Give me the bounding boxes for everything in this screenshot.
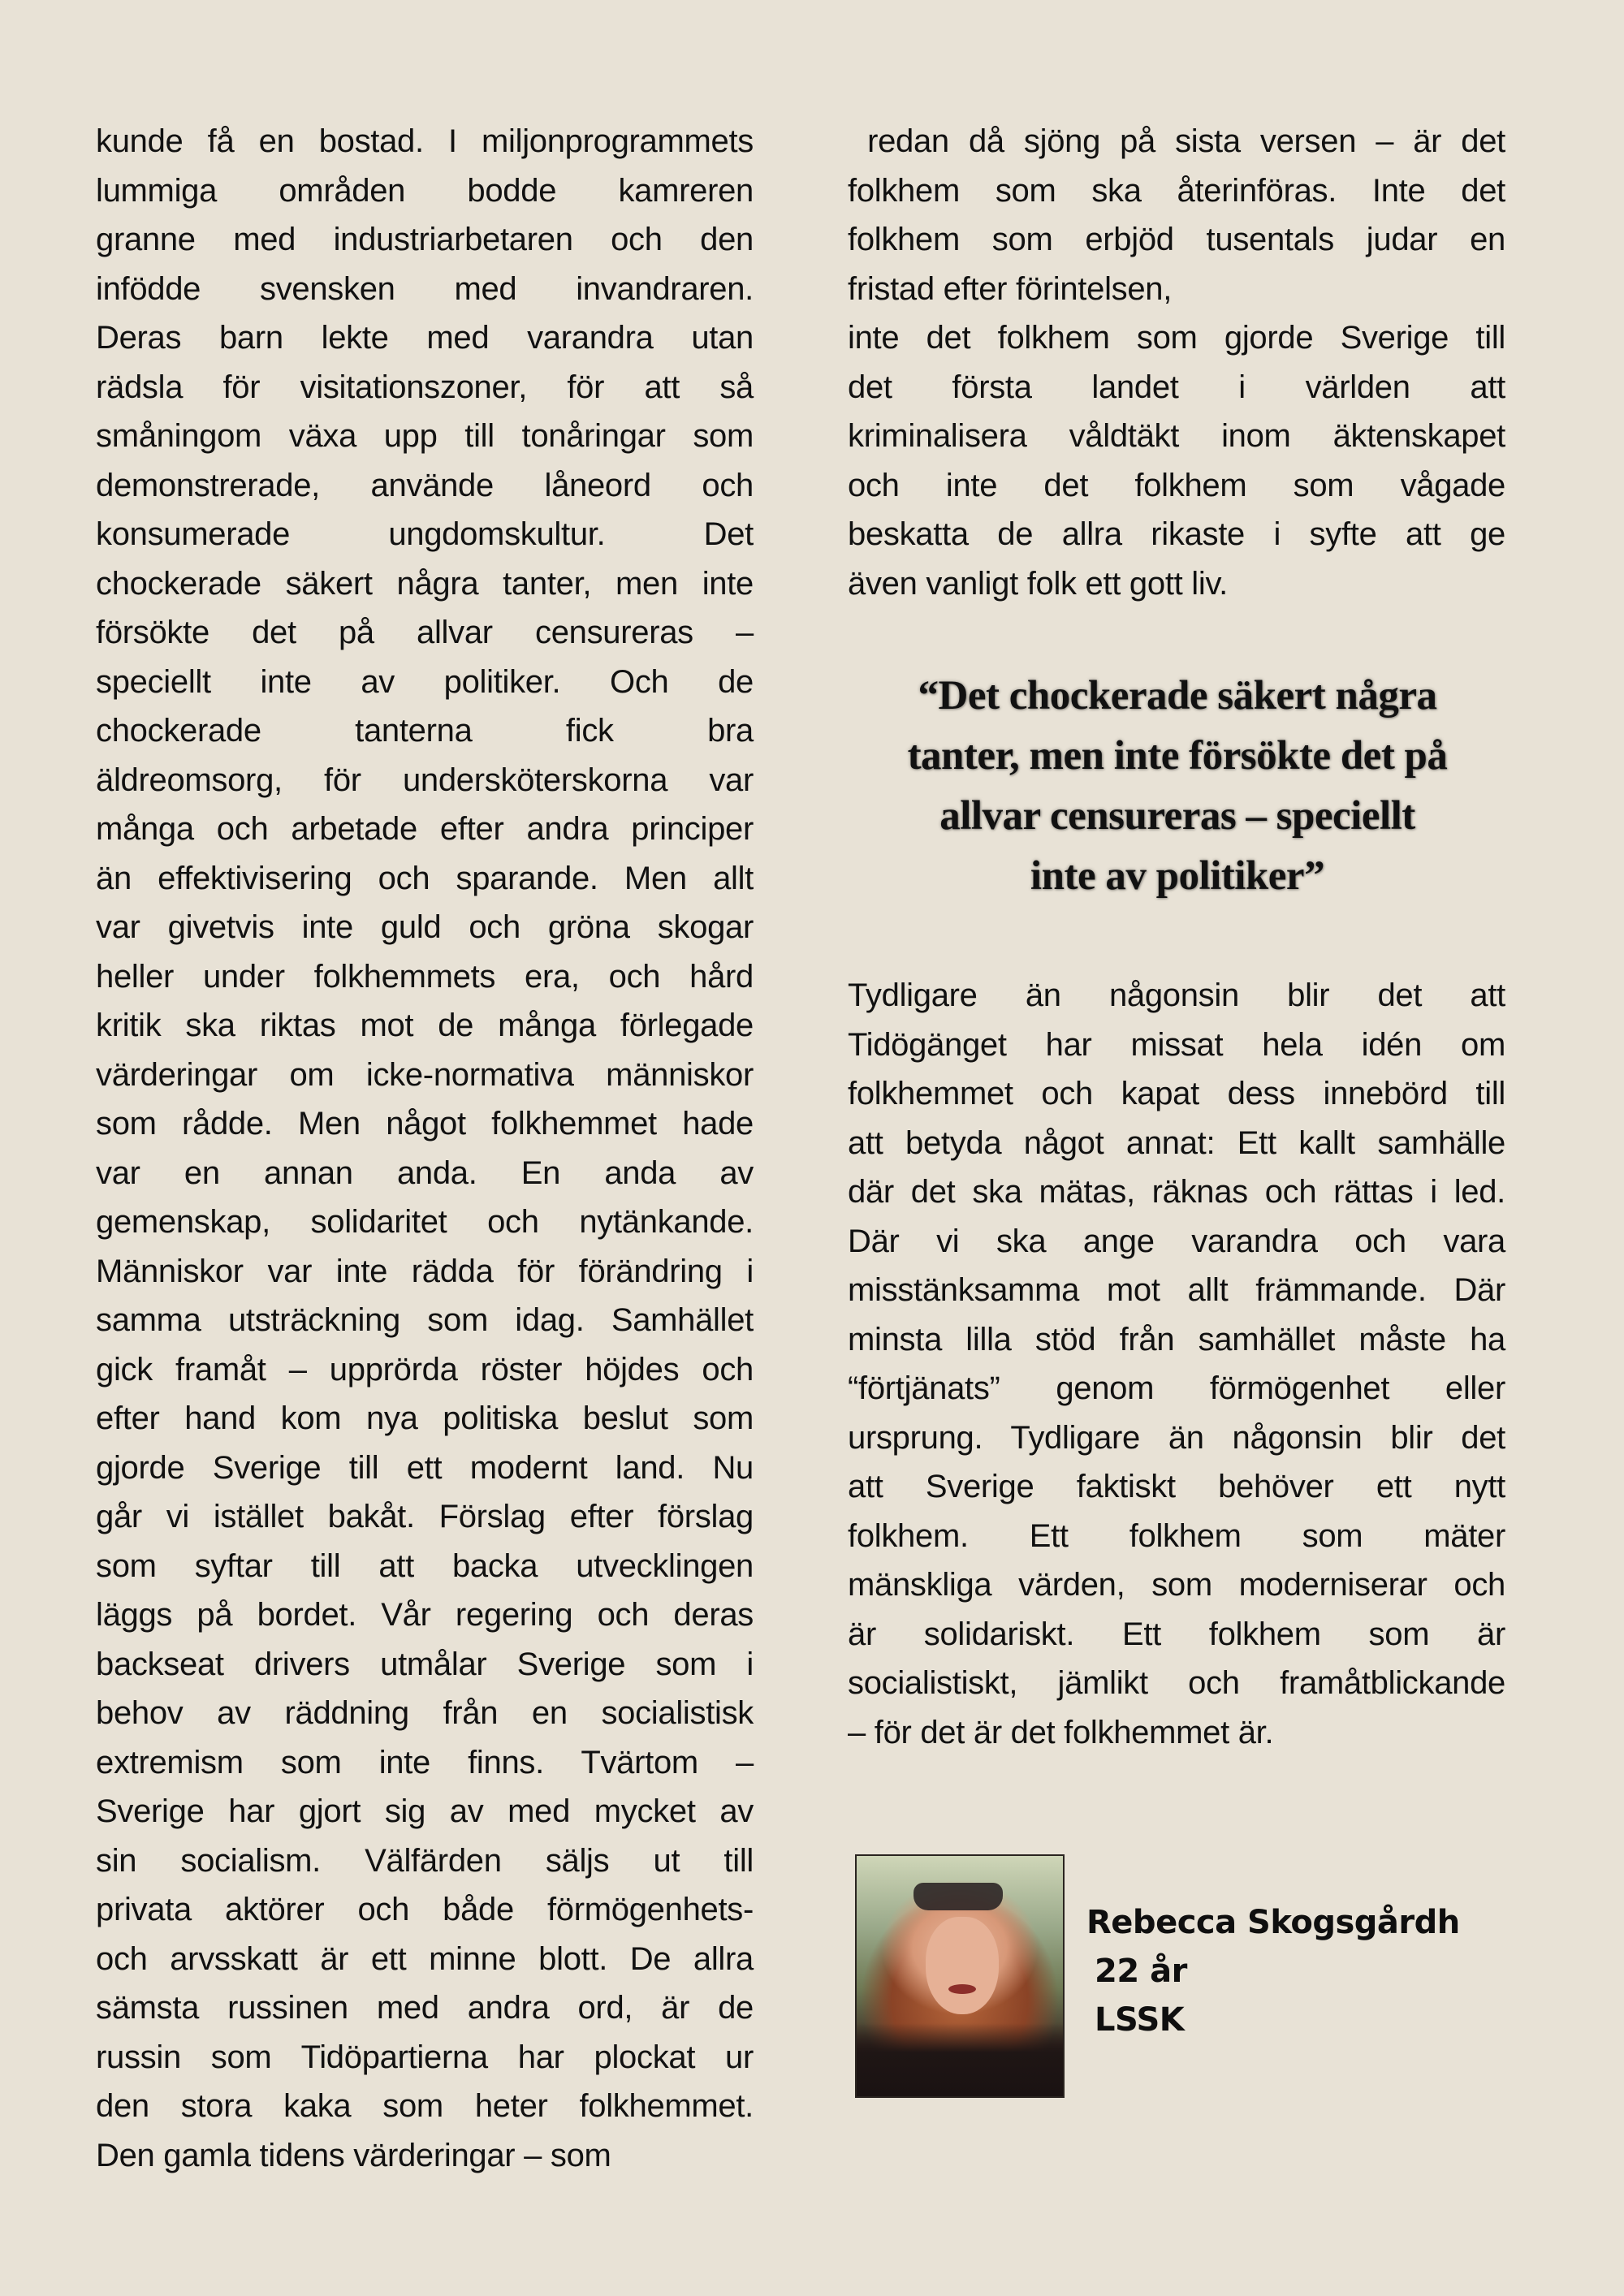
body-text-line: det första landet i världen att xyxy=(848,369,1505,405)
body-text-line: fristad efter förintelsen, xyxy=(848,270,1173,307)
body-text-line: – för det är det folkhemmet är. xyxy=(848,1714,1274,1750)
body-text-line: Sverige har gjort sig av med mycket av xyxy=(96,1793,754,1829)
photo-shirt xyxy=(857,2023,1063,2096)
body-text-line: många och arbetade efter andra principer xyxy=(96,811,754,847)
body-text-line: efter hand kom nya politiska beslut som xyxy=(96,1400,754,1436)
body-text-line: chockerade säkert några tanter, men inte xyxy=(96,565,754,602)
body-text-line: kritik ska riktas mot de många förlegade xyxy=(96,1008,754,1043)
body-text-line: russin som Tidöpartierna har plockat ur xyxy=(96,2039,754,2075)
body-text-line: även vanligt folk ett gott liv. xyxy=(848,565,1228,602)
author-age: 22 år xyxy=(1095,1953,1187,1990)
body-text-line: heller under folkhemmets era, och hård xyxy=(96,958,754,995)
photo-sunglasses xyxy=(914,1883,1003,1910)
body-text-line: än effektivisering och sparande. Men allt xyxy=(96,860,754,896)
body-text-line: var givetvis inte guld och gröna skogar xyxy=(96,909,754,945)
body-text-line: Tydligare än någonsin blir det att xyxy=(848,978,1505,1013)
body-text-line: granne med industriarbetaren och den xyxy=(96,222,754,257)
body-text-line: lummiga områden bodde kamreren xyxy=(96,172,754,209)
body-text-line: Människor var inte rädda för förändring i xyxy=(96,1253,754,1289)
body-text-line: sin socialism. Välfärden säljs ut till xyxy=(96,1842,754,1879)
body-text-line: rädsla för visitationszoner, för att så xyxy=(96,369,754,405)
body-text-line: folkhem som erbjöd tusentals judar en xyxy=(848,222,1505,257)
body-text-line: och arvsskatt är ett minne blott. De allra xyxy=(96,1940,754,1977)
body-text-line: minsta lilla stöd från samhället måste ha xyxy=(848,1321,1505,1357)
body-text-line: folkhem. Ett folkhem som mäter xyxy=(848,1517,1505,1554)
body-text-line: inte det folkhem som gjorde Sverige till xyxy=(848,320,1505,356)
body-text-line: att Sverige faktiskt behöver ett nytt xyxy=(848,1469,1505,1504)
body-text-line: folkhem som ska återinföras. Inte det xyxy=(848,172,1505,209)
body-text-line: som rådde. Men något folkhemmet hade xyxy=(96,1106,754,1142)
body-text-line: försökte det på allvar censureras – xyxy=(96,615,754,650)
body-text-line: som syftar till att backa utvecklingen xyxy=(96,1547,754,1584)
body-text-line: backseat drivers utmålar Sverige som i xyxy=(96,1646,754,1682)
body-text-line: mänskliga värden, som moderniserar och xyxy=(848,1567,1505,1603)
body-text-line: att betyda något annat: Ett kallt samhälle xyxy=(848,1124,1505,1161)
body-text-line: sämsta russinen med andra ord, är de xyxy=(96,1990,754,2026)
body-text-line: chockerade tanterna fick bra xyxy=(96,713,754,749)
body-text-line: gjorde Sverige till ett modernt land. Nu xyxy=(96,1449,754,1486)
article-left-column xyxy=(96,117,754,2180)
body-text-line: “förtjänats” genom förmögenhet eller xyxy=(848,1370,1505,1406)
body-text-line: gemenskap, solidaritet och nytänkande. xyxy=(96,1204,754,1240)
body-text-line: konsumerade ungdomskultur. Det xyxy=(96,516,754,552)
photo-face xyxy=(926,1917,999,2014)
body-text-line: och inte det folkhem som vågade xyxy=(848,467,1505,503)
body-text-line: Deras barn lekte med varandra utan xyxy=(96,320,754,356)
body-text-line: kunde få en bostad. I miljonprogrammets xyxy=(96,123,754,159)
body-text-line: speciellt inte av politiker. Och de xyxy=(96,663,754,700)
article-right-column-bottom xyxy=(848,971,1505,1757)
body-text-line: går vi istället bakåt. Förslag efter förslag xyxy=(96,1499,754,1534)
body-text-line: misstänksamma mot allt främmande. Där xyxy=(848,1272,1505,1308)
author-byline xyxy=(1086,1898,1460,2044)
body-text-line: den stora kaka som heter folkhemmet. xyxy=(96,2088,754,2124)
body-text-line: socialistiskt, jämlikt och framåtblickande xyxy=(848,1665,1505,1701)
body-text-line: läggs på bordet. Vår regering och deras xyxy=(96,1597,754,1633)
body-text-line: folkhemmet och kapat dess innebörd till xyxy=(848,1076,1505,1111)
pull-quote-line: tanter, men inte försökte det på xyxy=(907,733,1448,779)
body-text-line: är solidariskt. Ett folkhem som är xyxy=(848,1616,1505,1652)
article-right-column-top xyxy=(848,117,1505,608)
pull-quote-line: inte av politiker” xyxy=(1030,853,1325,899)
author-organization: LSSK xyxy=(1095,2001,1185,2039)
body-text-line: demonstrerade, använde låneord och xyxy=(96,467,754,503)
body-text-line: Den gamla tidens värderingar – som xyxy=(96,2137,611,2173)
author-photo xyxy=(855,1854,1065,2098)
body-text-line: extremism som inte finns. Tvärtom – xyxy=(96,1744,754,1780)
body-text-line: gick framåt – upprörda röster höjdes och xyxy=(96,1351,754,1388)
body-text-line: behov av räddning från en socialistisk xyxy=(96,1695,754,1731)
body-text-line: Tidögänget har missat hela idén om xyxy=(848,1026,1505,1063)
pull-quote xyxy=(844,666,1510,906)
body-text-line: ursprung. Tydligare än någonsin blir det xyxy=(848,1419,1505,1456)
body-text-line: småningom växa upp till tonåringar som xyxy=(96,418,754,454)
body-text-line: samma utsträckning som idag. Samhället xyxy=(96,1302,754,1338)
pull-quote-line: “Det chockerade säkert några xyxy=(918,673,1437,719)
body-text-line: Där vi ska ange varandra och vara xyxy=(848,1223,1505,1259)
body-text-line: privata aktörer och både förmögenhets- xyxy=(96,1892,754,1927)
body-text-line: värderingar om icke-normativa människor xyxy=(96,1056,754,1093)
body-text-line: var en annan anda. En anda av xyxy=(96,1154,754,1191)
body-text-line: infödde svensken med invandraren. xyxy=(96,270,754,307)
body-text-line: kriminalisera våldtäkt inom äktenskapet xyxy=(848,418,1505,454)
author-name: Rebecca Skogsgårdh xyxy=(1086,1904,1460,1941)
pull-quote-line: allvar censureras – speciellt xyxy=(939,793,1415,839)
photo-lips xyxy=(948,1984,976,1994)
body-text-line: beskatta de allra rikaste i syfte att ge xyxy=(848,516,1505,552)
body-text-line: redan då sjöng på sista versen – är det xyxy=(848,123,1505,159)
body-text-line: där det ska mätas, räknas och rättas i led. xyxy=(848,1174,1505,1210)
body-text-line: äldreomsorg, för undersköterskorna var xyxy=(96,762,754,798)
